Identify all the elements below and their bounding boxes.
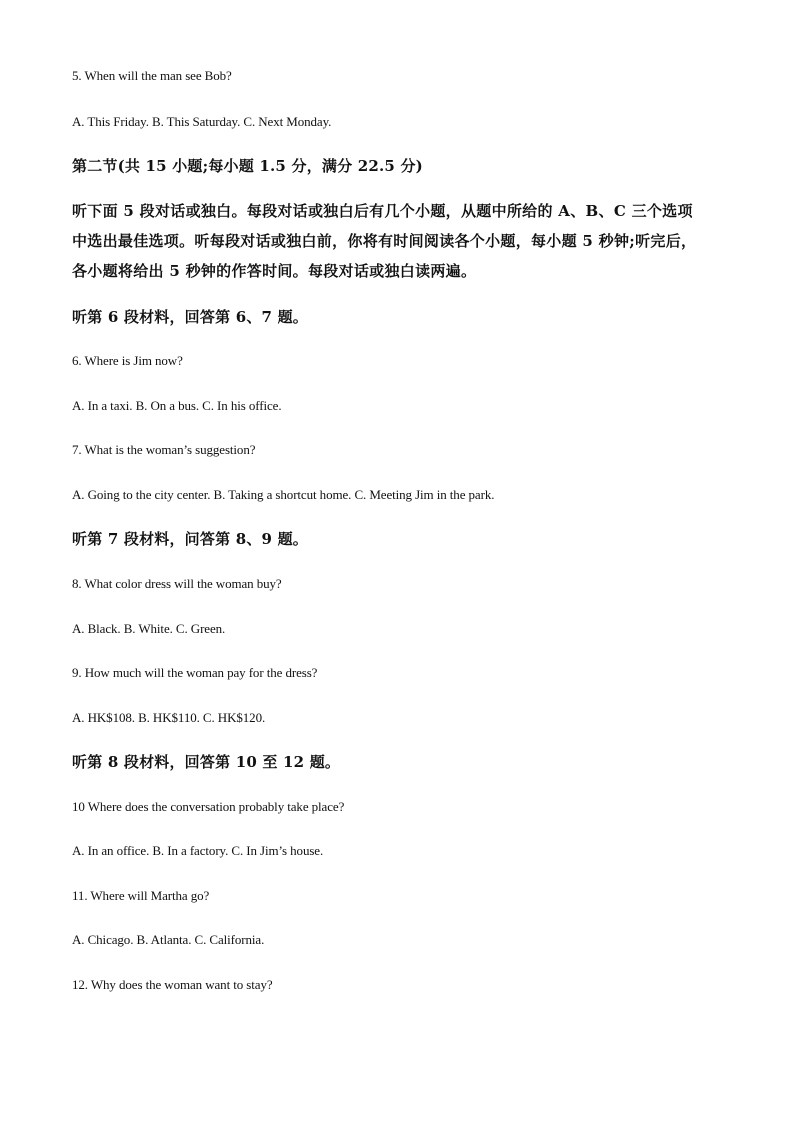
question-7-options: A. Going to the city center. B. Taking a shortcut home. C. Meeting Jim in the park. xyxy=(72,487,495,502)
question-7: 7. What is the woman’s suggestion? xyxy=(72,442,256,457)
question-12: 12. Why does the woman want to stay? xyxy=(72,977,273,992)
instruction-line: 中选出最佳选项。听每段对话或独白前，你将有时间阅读各个小题，每小题 5 秒钟;听完后， xyxy=(72,232,697,250)
question-5: 5. When will the man see Bob? xyxy=(72,68,232,83)
question-10-options: A. In an office. B. In a factory. C. In Jim’s house. xyxy=(72,843,324,858)
question-11: 11. Where will Martha go? xyxy=(72,888,210,903)
instruction-line: 听下面 5 段对话或独白。每段对话或独白后有几个小题，从题中所给的 A、B、C 三个选项 xyxy=(72,202,693,220)
question-9: 9. How much will the woman pay for the dress? xyxy=(72,665,318,680)
material-7-heading: 听第 7 段材料，问答第 8、9 题。 xyxy=(72,530,309,548)
question-8-options: A. Black. B. White. C. Green. xyxy=(72,621,226,636)
section-heading: 第二节(共 15 小题;每小题 1.5 分，满分 22.5 分) xyxy=(72,157,423,175)
question-8: 8. What color dress will the woman buy? xyxy=(72,576,282,591)
question-9-options: A. HK$108. B. HK$110. C. HK$120. xyxy=(72,710,266,725)
material-8-heading: 听第 8 段材料，回答第 10 至 12 题。 xyxy=(72,753,341,771)
question-6: 6. Where is Jim now? xyxy=(72,353,183,368)
question-11-options: A. Chicago. B. Atlanta. C. California. xyxy=(72,932,265,947)
question-10: 10 Where does the conversation probably take place? xyxy=(72,799,345,814)
question-6-options: A. In a taxi. B. On a bus. C. In his office. xyxy=(72,398,282,413)
material-6-heading: 听第 6 段材料，回答第 6、7 题。 xyxy=(72,308,309,326)
instruction-line: 各小题将给出 5 秒钟的作答时间。每段对话或独白读两遍。 xyxy=(72,262,477,280)
question-5-options: A. This Friday. B. This Saturday. C. Next Monday. xyxy=(72,114,332,129)
section-instructions xyxy=(72,196,732,286)
